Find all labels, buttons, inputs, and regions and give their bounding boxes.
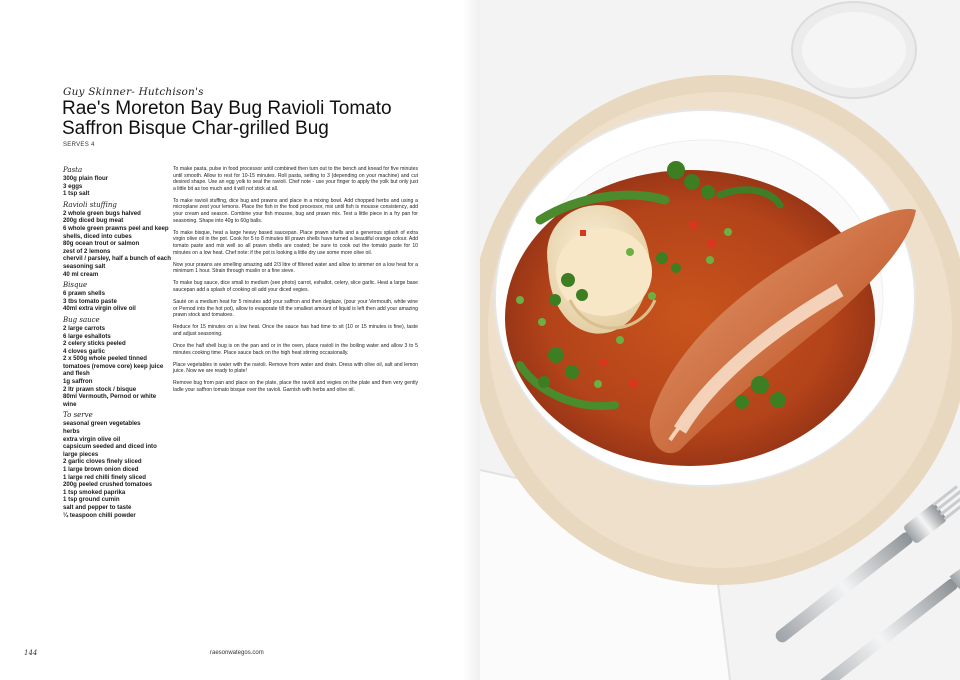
ingredient-item: 1 tsp smoked paprika — [63, 488, 126, 496]
method-step: Now your prawns are smelling amazing add 2/3 litre of filtered water and allow to simmer on a low heat for a minimum 1 hour. Strain through muslin or a fine sieve. — [173, 261, 418, 275]
method-step: Place vegetables in water with the ravioli. Remove from water and drain. Dress with olive oil, salt and lemon juice. Now we are ready to plate! — [173, 361, 418, 375]
ingredient-item: 4 cloves garlic — [63, 347, 106, 355]
ingredient-heading: Ravioli stuffing — [63, 200, 117, 209]
ingredient-item: 40 ml cream — [63, 270, 99, 278]
ingredient-item: 2 ltr prawn stock / bisque — [63, 385, 137, 393]
ingredient-item: 3 eggs — [63, 182, 83, 190]
ingredient-item: 80ml Vermouth, Pernod or white wine — [63, 393, 157, 408]
ingredient-item: 80g ocean trout or salmon — [63, 240, 140, 248]
gutter-shadow — [462, 0, 480, 680]
food-photo-page — [480, 0, 960, 680]
ingredient-item: 1 tsp salt — [63, 190, 90, 198]
ingredient-heading: To serve — [63, 411, 93, 420]
ingredient-item: 1g saffron — [63, 378, 93, 386]
ingredient-item: 200g diced bug meat — [63, 217, 124, 225]
ingredient-item: 6 whole green prawns peel and keep shells, diced into cubes — [63, 224, 169, 240]
food-photo — [480, 0, 960, 680]
method-step: Reduce for 15 minutes on a low heat. Once the sauce has had time to sit (10 or 15 minutes is fine), taste and adjust seasoning. — [173, 324, 418, 337]
ingredient-item: extra virgin olive oil — [63, 435, 121, 443]
ingredient-section — [63, 281, 171, 313]
method-step: To make bug sauce, dice small to medium (see photo) carrot, eshallot, celery, slice garlic. Heat a large base saucepan add a splash of cooking oil add your diced vegies. — [173, 280, 418, 293]
method-step: To make pasta, pulse in food processor until combined then turn out to the bench and knead for five minutes until smooth. Allow to rest for 10-15 minutes. Roll pasta, setting to 3 (depending on your machine) and cut desired shape. Use an egg yolk to seal the ravioli. Chef note - use your finger to apply the yolk but only just a little bit as too much and it will not stick at all. — [173, 166, 418, 192]
ingredient-item: herbs — [63, 428, 80, 436]
method-step: To make bisque, heat a large heavy based saucepan. Place prawn shells and a generous splash of extra virgin olive oil in the pot. Cook for 5 to 8 minutes till prawn shells have turned a beautiful orange colour. Add tomato paste and mix well so all prawn shells are coated; be sure to cook out the tomato paste for 10 minutes on a low heat. Chef note: if the pot is looking a little dry use some more olive oil. — [173, 229, 418, 256]
ingredient-item: 1 tsp ground cumin — [63, 496, 120, 504]
ingredient-item: seasonal green vegetables — [63, 420, 141, 428]
ingredient-section — [63, 201, 171, 278]
recipe-title — [62, 99, 422, 139]
ingredient-item: 300g plain flour — [63, 175, 109, 182]
ingredient-item: 40ml extra virgin olive oil — [63, 305, 136, 313]
ingredient-item: 6 prawn shells — [63, 290, 105, 298]
page-number: 144 — [24, 649, 38, 657]
ingredient-item: ¼ teaspoon chilli powder — [63, 511, 136, 519]
ingredient-heading: Pasta — [63, 166, 83, 174]
ingredient-item: 6 large eshallots — [63, 332, 111, 340]
ingredient-section — [63, 411, 171, 519]
website-footer: raesonwategos.com — [210, 650, 264, 656]
ingredient-item: 200g peeled crushed tomatoes — [63, 481, 153, 489]
ingredient-section — [63, 166, 171, 198]
title-line-2: Saffron Bisque Char-grilled Bug — [62, 118, 329, 139]
method-step: Sauté on a medium heat for 5 minutes add your saffron and then deglaze, (pour your Vermouth, white wine or Pernod into the hot pot), allow to evaporate till the smallest amount of liquid is left then add your amazing prawn stock and tomatoes. — [173, 299, 418, 319]
ingredient-section — [63, 316, 171, 409]
ingredient-item: 2 whole green bugs halved — [63, 209, 141, 217]
ingredient-item: seasoning salt — [63, 262, 106, 270]
ingredient-item: 2 garlic cloves finely sliced — [63, 458, 142, 466]
ingredient-item: 3 tbs tomato paste — [63, 297, 117, 305]
method-step: Once the half shell bug is on the pan and or in the oven, place ravioli in the boiling water and allow 3 to 5 minutes cooking time. Place sauce back on the high heat stirring occasionally. — [173, 342, 418, 356]
method-step: To make ravioli stuffing, dice bug and prawns and place in a mixing bowl. Add chopped herbs and using a microplane zest your lemons. Place the fish in the food processor, mix until fish is mousse consistency, add your cream and season. Combine your fish mousse, bug and prawn mix. Test a little piece in a fry pan for seasoning. Shape into 40g to 60g balls. — [173, 197, 418, 224]
ingredient-item: 1 large brown onion diced — [63, 466, 139, 473]
ingredient-item: salt and pepper to taste — [63, 503, 132, 511]
ingredient-heading: Bug sauce — [63, 315, 100, 324]
title-line-1: Rae's Moreton Bay Bug Ravioli Tomato — [62, 98, 392, 119]
serves-label: SERVES 4 — [63, 142, 95, 148]
ingredient-item: chervil / parsley, half a bunch of each — [63, 255, 171, 263]
chef-name: Guy Skinner- Hutchison's — [63, 86, 204, 98]
method-text — [173, 166, 418, 399]
ingredient-item: 2 x 500g whole peeled tinned tomatoes (remove core) keep juice and flesh — [63, 355, 164, 378]
ingredient-item: 2 celery sticks peeled — [63, 340, 126, 348]
ingredient-heading: Bisque — [63, 281, 88, 290]
ingredient-item: zest of 2 lemons — [63, 247, 111, 255]
ingredient-item: 1 large red chilli finely sliced — [63, 473, 146, 481]
ingredient-item: capsicum seeded and diced into large pieces — [63, 443, 157, 458]
ingredient-item: 2 large carrots — [63, 324, 106, 332]
ingredients-list — [63, 166, 171, 522]
method-step: Remove bug from pan and place on the plate, place the ravioli and vegies on the plate and then very gently ladle your saffron tomato bisque over the ravioli. Garnish with herbs and olive oil. — [173, 380, 418, 393]
